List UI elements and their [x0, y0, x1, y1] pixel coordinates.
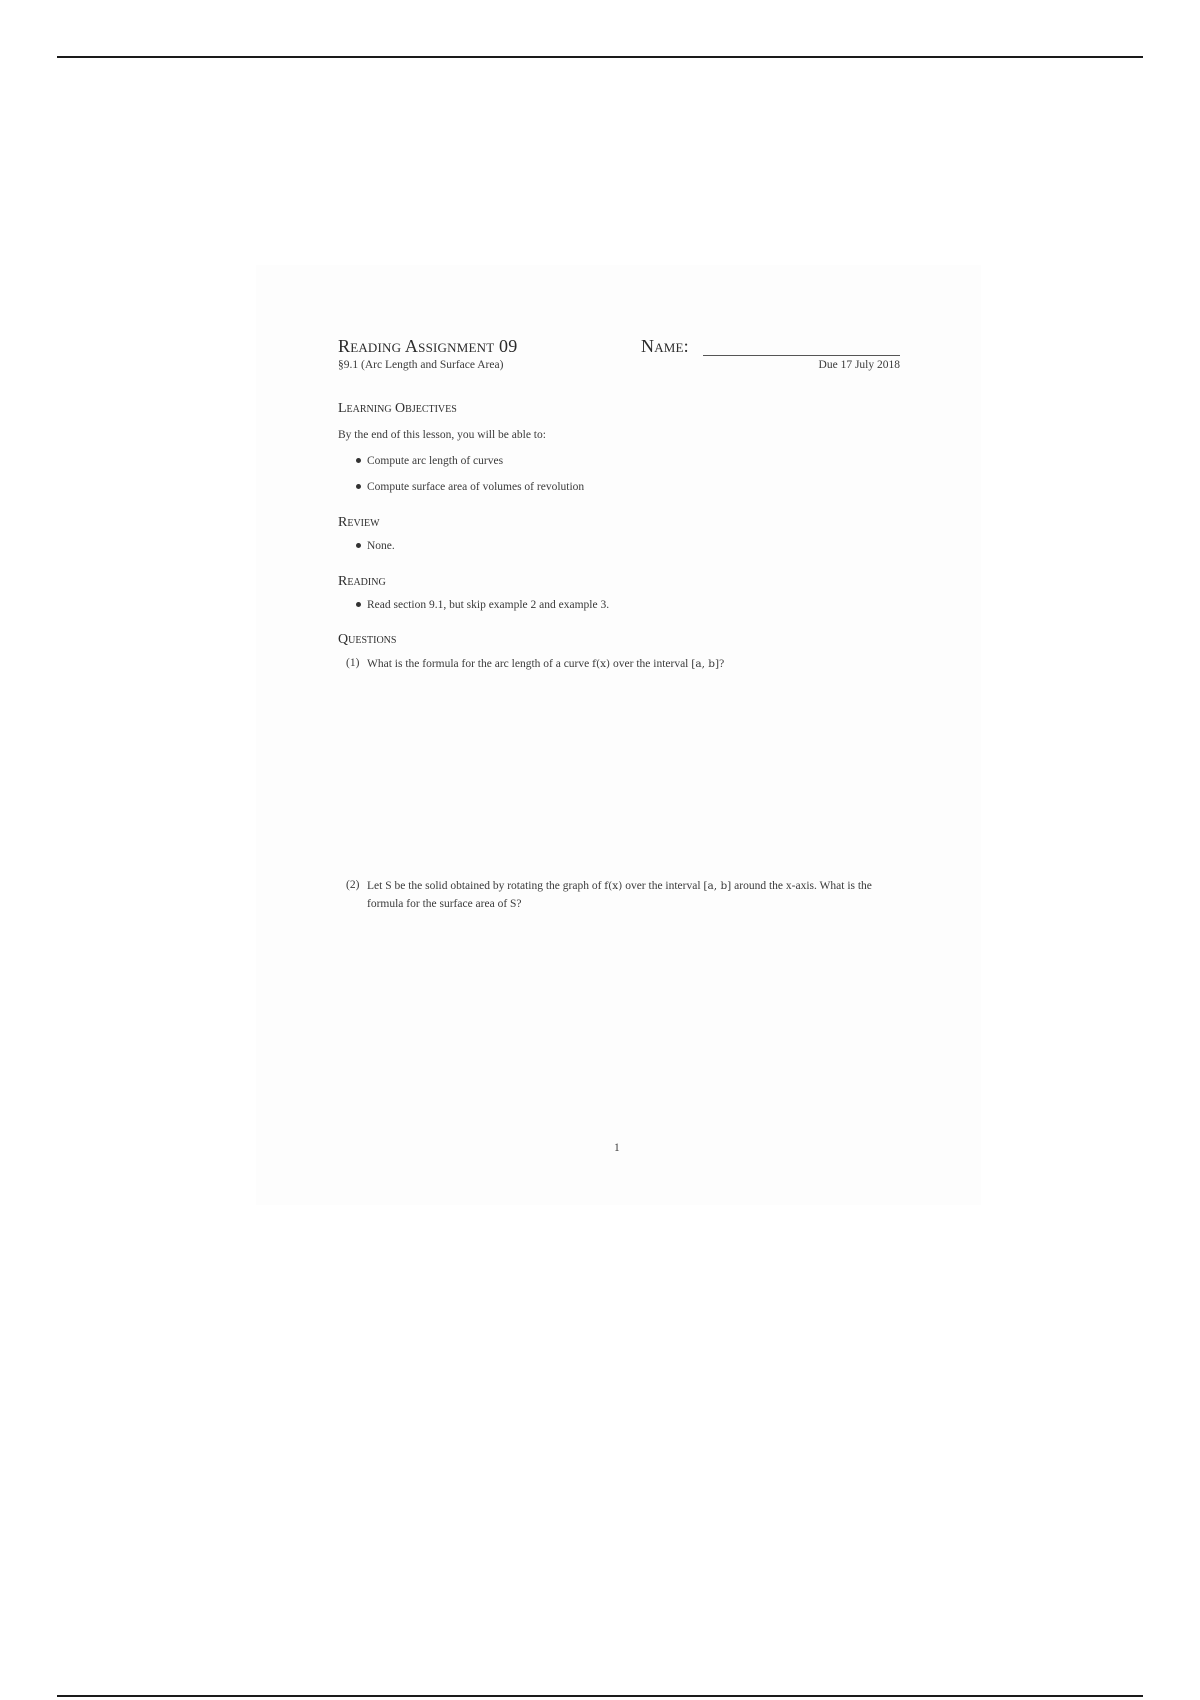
list-item-text: Read section 9.1, but skip example 2 and example 3.: [367, 599, 610, 611]
review-heading: Review: [338, 515, 380, 530]
q1-math-fx: f(x): [592, 658, 611, 670]
page-number: 1: [614, 1142, 620, 1154]
bullet-icon: [356, 543, 361, 548]
question-2-number: (2): [346, 879, 360, 891]
question-1-text: [367, 655, 897, 673]
name-blank-line: [703, 355, 900, 356]
document-page: [256, 265, 981, 1205]
name-label: Name:: [641, 336, 689, 356]
due-date: Due 17 July 2018: [818, 359, 900, 371]
list-item: [356, 481, 584, 493]
q2-text-part: over the interval: [622, 880, 704, 892]
questions-heading: Questions: [338, 632, 397, 647]
list-item-text: Compute arc length of curves: [367, 455, 504, 467]
list-item-text: None.: [367, 540, 395, 552]
reading-heading: Reading: [338, 574, 386, 589]
learning-objectives-heading: Learning Objectives: [338, 401, 457, 416]
q2-math-fx: f(x): [604, 880, 623, 892]
bullet-icon: [356, 602, 361, 607]
bullet-icon: [356, 458, 361, 463]
list-item: [356, 599, 609, 611]
q1-math-interval: [a, b]: [691, 658, 720, 670]
q2-text-part: around the x-axis. What is the formula for the surface area of S?: [367, 880, 872, 910]
q2-text-part: Let S be the solid obtained by rotating the graph of: [367, 880, 605, 892]
question-2-text: [367, 877, 897, 913]
q2-math-interval: [a, b]: [703, 880, 732, 892]
q1-text-part: What is the formula for the arc length of a curve: [367, 658, 593, 670]
q1-text-part: ?: [719, 658, 725, 670]
assignment-title: Reading Assignment 09: [338, 336, 518, 356]
question-1-number: (1): [346, 657, 360, 669]
bottom-rule: [57, 1695, 1143, 1697]
top-rule: [57, 56, 1143, 58]
bullet-icon: [356, 484, 361, 489]
list-item: [356, 455, 503, 467]
learning-objectives-intro: By the end of this lesson, you will be able to:: [338, 429, 546, 441]
q1-text-part: over the interval: [610, 658, 692, 670]
list-item: [356, 540, 395, 552]
list-item-text: Compute surface area of volumes of revolution: [367, 481, 585, 493]
section-subtitle: §9.1 (Arc Length and Surface Area): [338, 359, 504, 371]
